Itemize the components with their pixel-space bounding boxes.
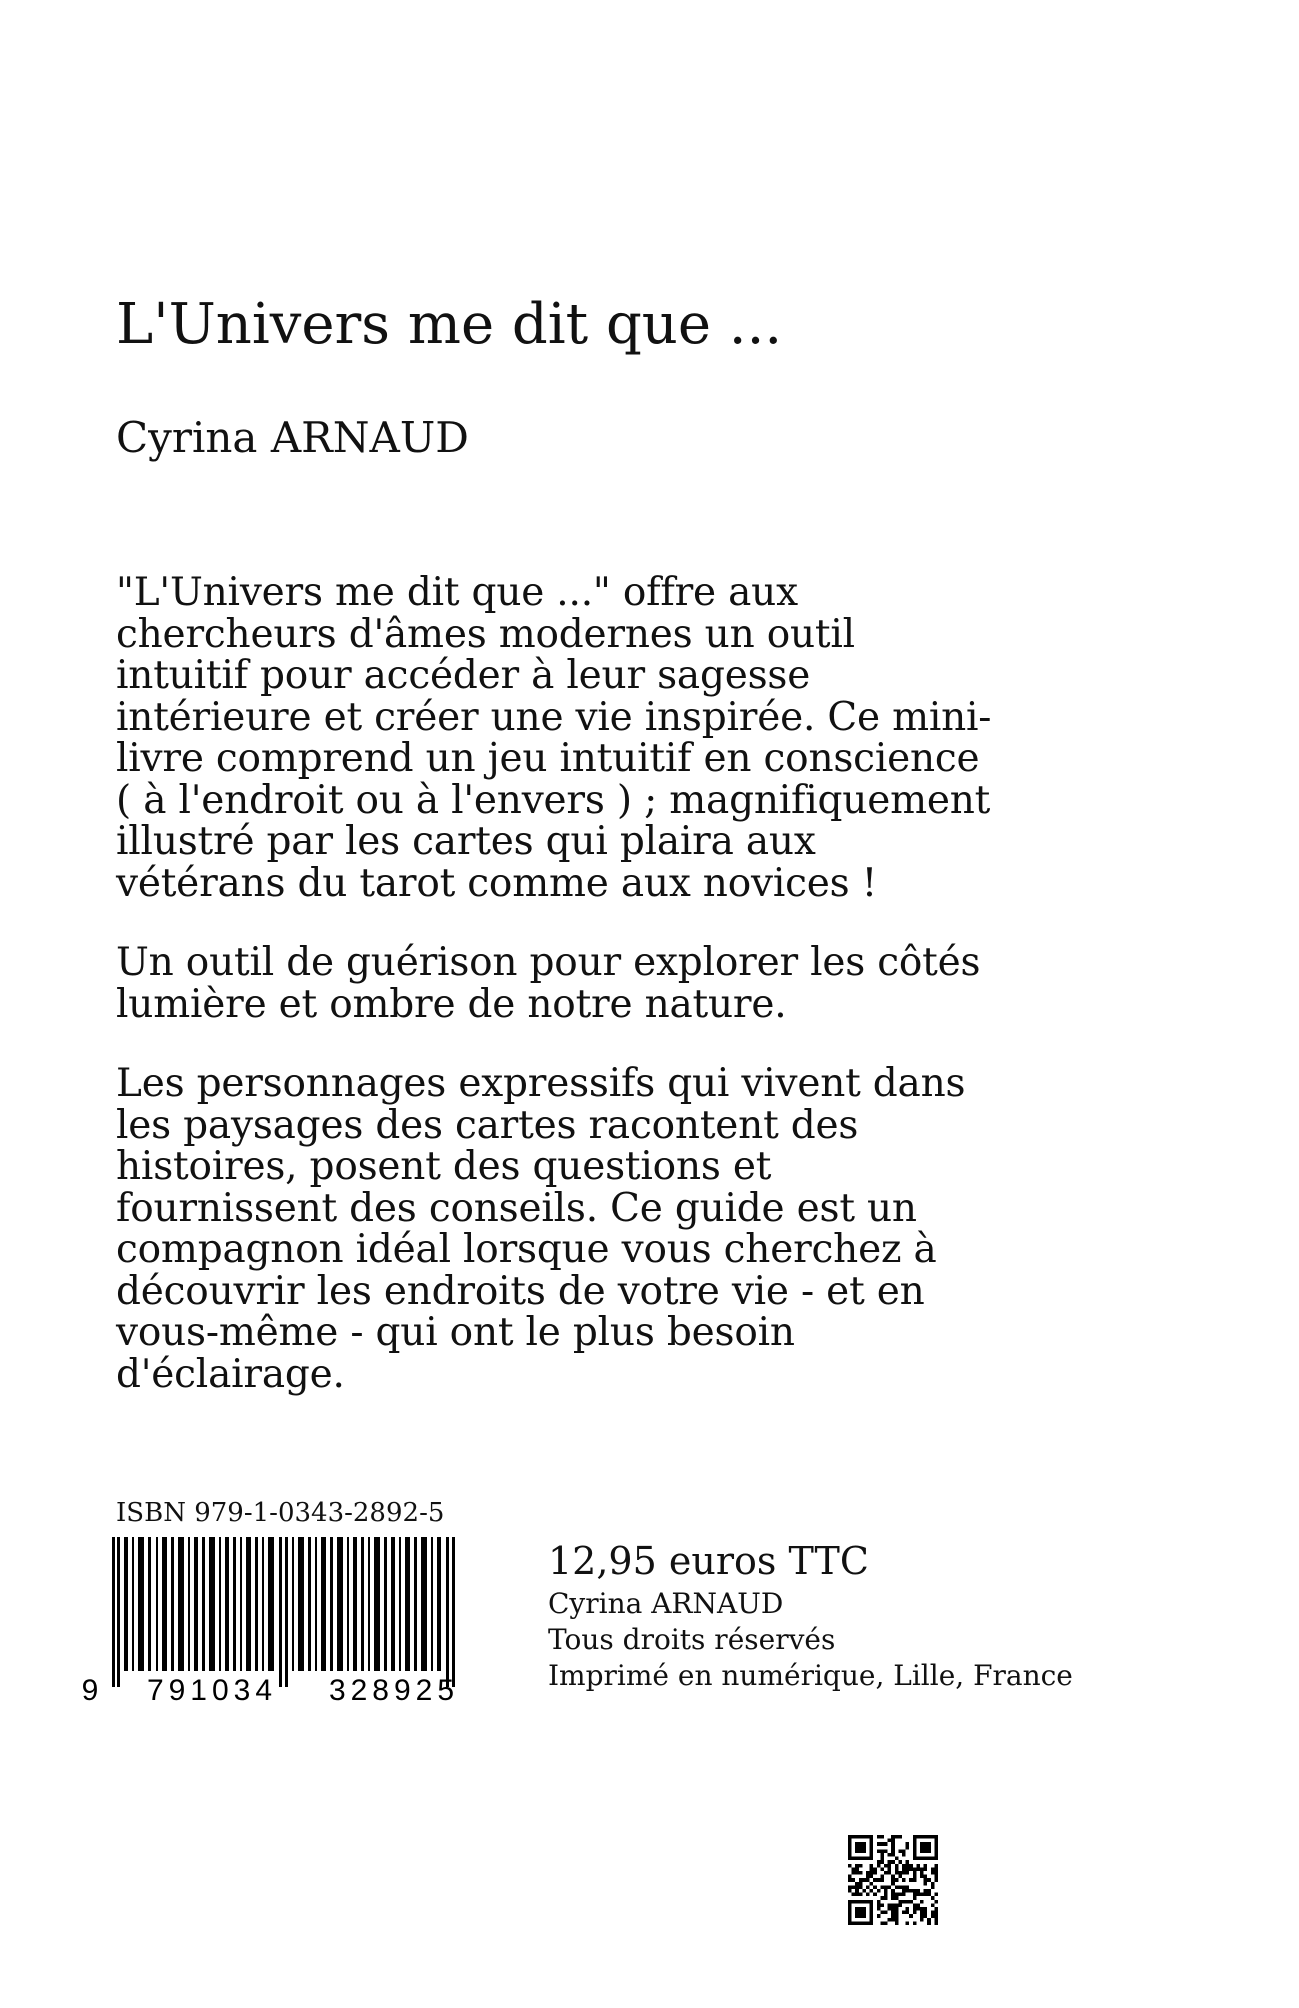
barcode-bar [246, 1537, 251, 1671]
barcode-bar [431, 1537, 433, 1671]
barcode-bar [446, 1537, 449, 1687]
barcode-bar [330, 1537, 333, 1671]
blurb-paragraph-1: "L'Univers me dit que ..." offre aux chercheurs d'âmes modernes un outil intuitif pour accéder à leur sagesse intérieure et créer une vie inspirée. Ce mini-livre comprend un jeu intuitif en conscience ( à l'endroit ou à l'envers ) ; magnifiquement illustré par les cartes qui plaira aux vétérans du tarot comme aux novices ! [116, 570, 992, 906]
blurb-paragraph-3: Les personnages expressifs qui vivent dans les paysages des cartes racontent des histoires, posent des questions et fournissent des conseils. Ce guide est un compagnon idéal lorsque vous cherchez à découvrir les endroits de votre vie - et en vous-même - qui ont le plus besoin d'éclairage. [116, 1061, 966, 1397]
book-author: Cyrina ARNAUD [116, 413, 469, 462]
barcode-bar [268, 1537, 274, 1671]
barcode-digits-right: 328925 [328, 1674, 460, 1705]
book-title: L'Univers me dit que ... [116, 292, 783, 357]
barcode-bar [162, 1537, 167, 1671]
book-blurb [116, 572, 996, 1433]
isbn-barcode [76, 1537, 486, 1705]
barcode-bar [194, 1537, 198, 1671]
barcode-bar [452, 1537, 455, 1687]
barcode-bar [178, 1537, 184, 1671]
barcode-digits-left: 791034 [146, 1674, 278, 1705]
barcode-bar [374, 1537, 380, 1671]
printing-notice: Imprimé en numérique, Lille, France [548, 1659, 1073, 1692]
barcode-bar [279, 1537, 282, 1687]
barcode-bar [414, 1537, 417, 1671]
barcode-bar [255, 1537, 258, 1671]
barcode-bar [156, 1537, 158, 1671]
barcode-bar [112, 1537, 115, 1687]
barcode-bar [405, 1537, 410, 1671]
barcode-bar [337, 1537, 343, 1671]
qr-code-icon [848, 1835, 938, 1925]
barcode-bar [262, 1537, 264, 1671]
barcode-bar [233, 1537, 236, 1671]
price: 12,95 euros TTC [548, 1539, 869, 1583]
barcode-bar [240, 1537, 242, 1671]
barcode-bar [298, 1537, 304, 1671]
barcode-bar [421, 1537, 427, 1671]
isbn-label: ISBN 979-1-0343-2892-5 [116, 1498, 445, 1528]
barcode-bar [124, 1537, 128, 1671]
rights-notice: Tous droits réservés [548, 1623, 836, 1656]
barcode-bar [202, 1537, 205, 1671]
barcode-bar [188, 1537, 190, 1671]
barcode-bar [391, 1537, 395, 1671]
barcode-bar [219, 1537, 221, 1671]
barcode-bar [437, 1537, 441, 1671]
barcode-bar [117, 1537, 120, 1687]
barcode-bar [209, 1537, 215, 1671]
barcode-bar [321, 1537, 326, 1671]
publisher-info [548, 1536, 1073, 1694]
barcode-bar [308, 1537, 311, 1671]
barcode-bar [225, 1537, 229, 1671]
barcode-bar [361, 1537, 364, 1671]
barcode-bar [353, 1537, 357, 1671]
barcode-bar [368, 1537, 370, 1671]
barcode-bar [347, 1537, 349, 1671]
barcode-bar [132, 1537, 134, 1671]
barcode-bar [171, 1537, 174, 1671]
barcode-bar [384, 1537, 387, 1671]
publisher-author: Cyrina ARNAUD [548, 1587, 784, 1620]
barcode-bar [399, 1537, 401, 1671]
barcode-bar [138, 1537, 144, 1671]
barcode-digit-first: 9 [81, 1674, 99, 1705]
barcode-bar [285, 1537, 288, 1687]
barcode-bar [292, 1537, 294, 1671]
barcode-bar [148, 1537, 151, 1671]
blurb-paragraph-2: Un outil de guérison pour explorer les côtés lumière et ombre de notre nature. [116, 940, 981, 1027]
barcode-bar [315, 1537, 317, 1671]
